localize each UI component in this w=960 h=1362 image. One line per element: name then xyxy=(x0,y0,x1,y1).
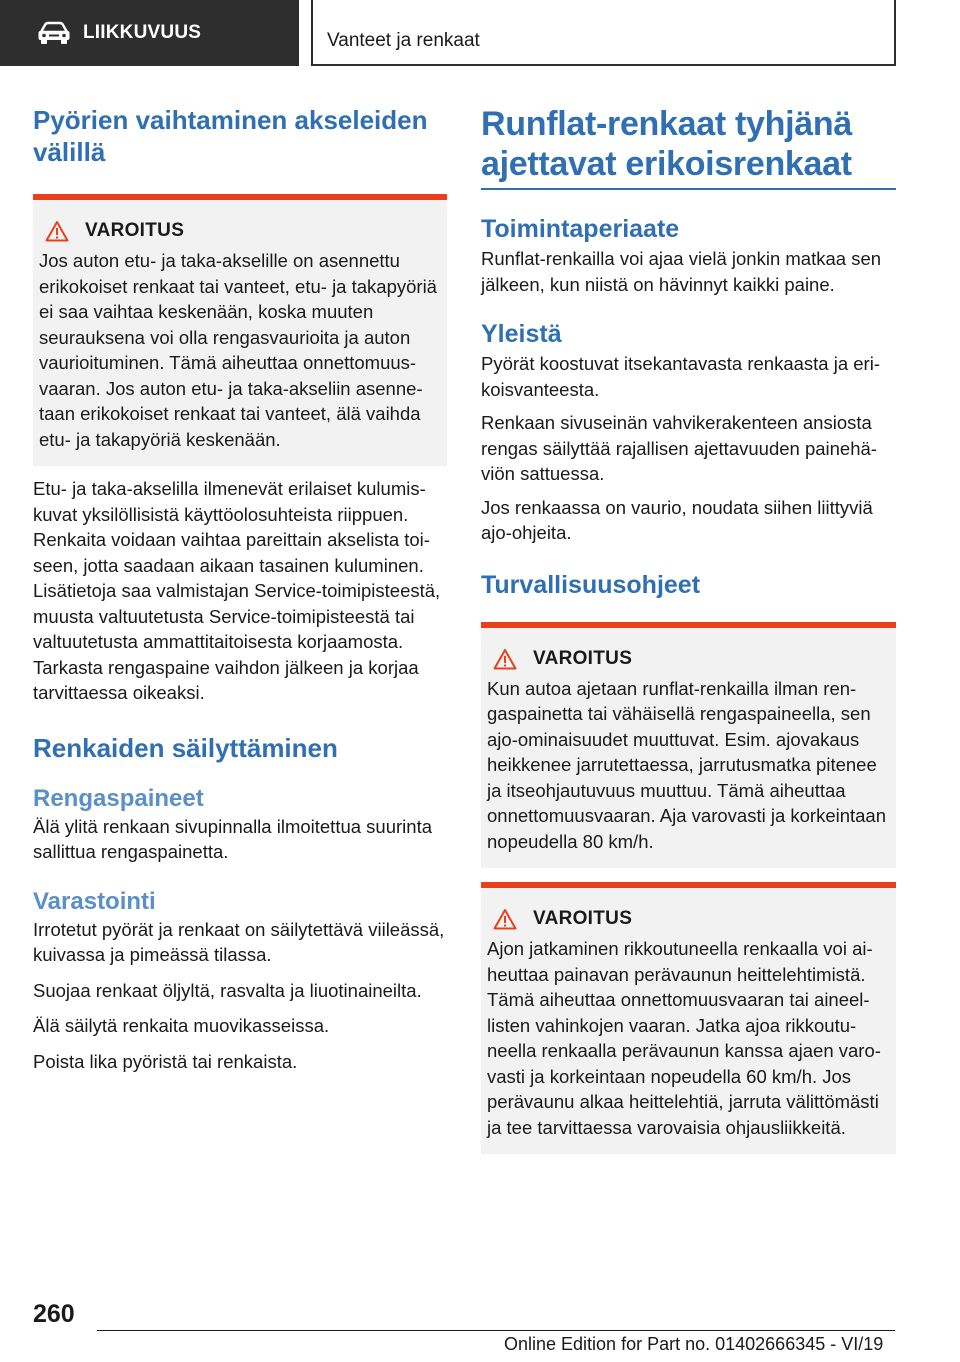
warning-title: VAROITUS xyxy=(533,908,633,929)
heading-tire-pressures: Rengaspaineet xyxy=(33,784,204,812)
paragraph-storing-1: Irrotetut pyörät ja renkaat on säilytettävä viileässä, kuivassa ja pimeässä tilassa. xyxy=(33,918,445,965)
warning-triangle-icon xyxy=(493,908,517,930)
paragraph-general-3: Jos renkaassa on vaurio, noudata siihen liittyviä ajo-ohjeita. xyxy=(481,496,873,543)
chapter-title: Vanteet ja renkaat xyxy=(327,30,480,51)
section-tab xyxy=(0,0,299,66)
warning-text: Kun autoa ajetaan runflat-renkailla ilman rengaspainetta tai vähäisellä rengaspaineella, sen ajo-ominaisuudet muuttuvat. Esim. ajovakaus heikkenee jarrutettaessa, jarrutusmatka pitenee ja itseohjautuvuus muuttuu. Tämä aiheuttaa onnettomuusvaaran. Aja varovasti ja korkeintaan nopeudella 80 km/h. xyxy=(487,677,887,852)
paragraph-storing-3: Älä säilytä renkaita muovikasseissa. xyxy=(33,1015,330,1036)
paragraph-wear: Etu- ja taka-akselilla ilmenevät erilaiset kulumiskuvat yksilöllisistä käyttöolosuhteista riippuen. Renkaita voidaan vaihtaa pareittain akselista toiseen, jotta saadaan aikaan tasainen kuluminen. Lisätietoja saa valmistajan Service-toimipisteestä, muusta valtuutetusta Service-toimipisteestä tai valtuutetusta ammattitaitoisesta korjaamosta. Tarkasta rengaspaine vaihdon jälkeen ja korjaa tarvittaessa oikeaksi. xyxy=(33,478,441,703)
warning-title: VAROITUS xyxy=(85,220,185,241)
heading-underline xyxy=(481,188,896,190)
heading-principle: Toimintaperiaate xyxy=(481,215,680,243)
warning-box-runflat-speed xyxy=(481,622,896,869)
chapter-header xyxy=(311,0,896,66)
heading-safety: Turvallisuusohjeet xyxy=(481,570,701,599)
footer-edition: Online Edition for Part no. 01402666345 - VI/19 xyxy=(504,1334,884,1354)
heading-general: Yleistä xyxy=(481,320,562,348)
heading-wheel-rotation: Pyörien vaihtaminen akseleiden välillä xyxy=(33,105,428,167)
heading-tire-storage: Renkaiden säilyttäminen xyxy=(33,732,338,763)
paragraph-general-2: Renkaan sivuseinän vahvikerakenteen ansiosta rengas säilyttää rajallisen ajettavuuden painehäviön sattuessa. xyxy=(481,412,877,484)
paragraph-storing-2: Suojaa renkaat öljyltä, rasvalta ja liuotinaineilta. xyxy=(33,979,422,1001)
paragraph-principle: Runflat-renkailla voi ajaa vielä jonkin matkaa sen jälkeen, kun niistä on hävinnyt kaikki paine. xyxy=(481,248,882,295)
warning-box-trailer xyxy=(481,882,896,1154)
page-number: 260 xyxy=(33,1300,75,1328)
car-icon xyxy=(37,21,71,45)
paragraph-general-1: Pyörät koostuvat itsekantavasta renkaasta ja erikoisvanteesta. xyxy=(481,353,880,400)
paragraph-pressure: Älä ylitä renkaan sivupinnalla ilmoitettua suurinta sallittua rengaspainetta. xyxy=(33,815,432,862)
section-label: LIIKKUVUUS xyxy=(83,22,202,43)
warning-triangle-icon xyxy=(493,648,517,670)
paragraph-storing-4: Poista lika pyöristä tai renkaista. xyxy=(33,1050,298,1072)
left-column xyxy=(33,104,447,1074)
right-column xyxy=(481,104,896,1154)
warning-triangle-icon xyxy=(45,220,69,242)
warning-title: VAROITUS xyxy=(533,647,633,669)
warning-text: Jos auton etu- ja taka-akselille on asennettu erikokoiset renkaat tai vanteet, etu- ja takapyöriä ei saa vaihtaa keskenään, koska muuten seurauksena voi olla rengasvaurioita ja auton vaurioituminen. Tämä aiheuttaa onnettomuusvaaran. Jos auton etu- ja taka-akseliin asennetaan erikokoiset renkaat tai vanteet, älä vaihda etu- ja takapyöriä keskenään. xyxy=(39,250,437,450)
footer-rule xyxy=(97,1330,895,1331)
warning-box-rotation xyxy=(33,194,447,466)
heading-storing: Varastointi xyxy=(33,887,156,915)
heading-runflat: Runflat-renkaat tyhjänä ajettavat erikoisrenkaat xyxy=(481,105,852,183)
warning-text: Ajon jatkaminen rikkoutuneella renkaalla voi aiheuttaa painavan perävaunun heittelehtimistä. Tämä aiheuttaa onnettomuusvaaran tai aineellisten vahinkojen vaaran. Jatka ajoa rikkoutuneella renkaalla perävaunun kanssa ajaen varovasti ja korkeintaan nopeudella 60 km/h. Jos perävaunu alkaa heittelehtiä, jarruta välittömästi ja tee tarvittaessa varovaisia ohjausliikkeitä. xyxy=(487,938,881,1138)
